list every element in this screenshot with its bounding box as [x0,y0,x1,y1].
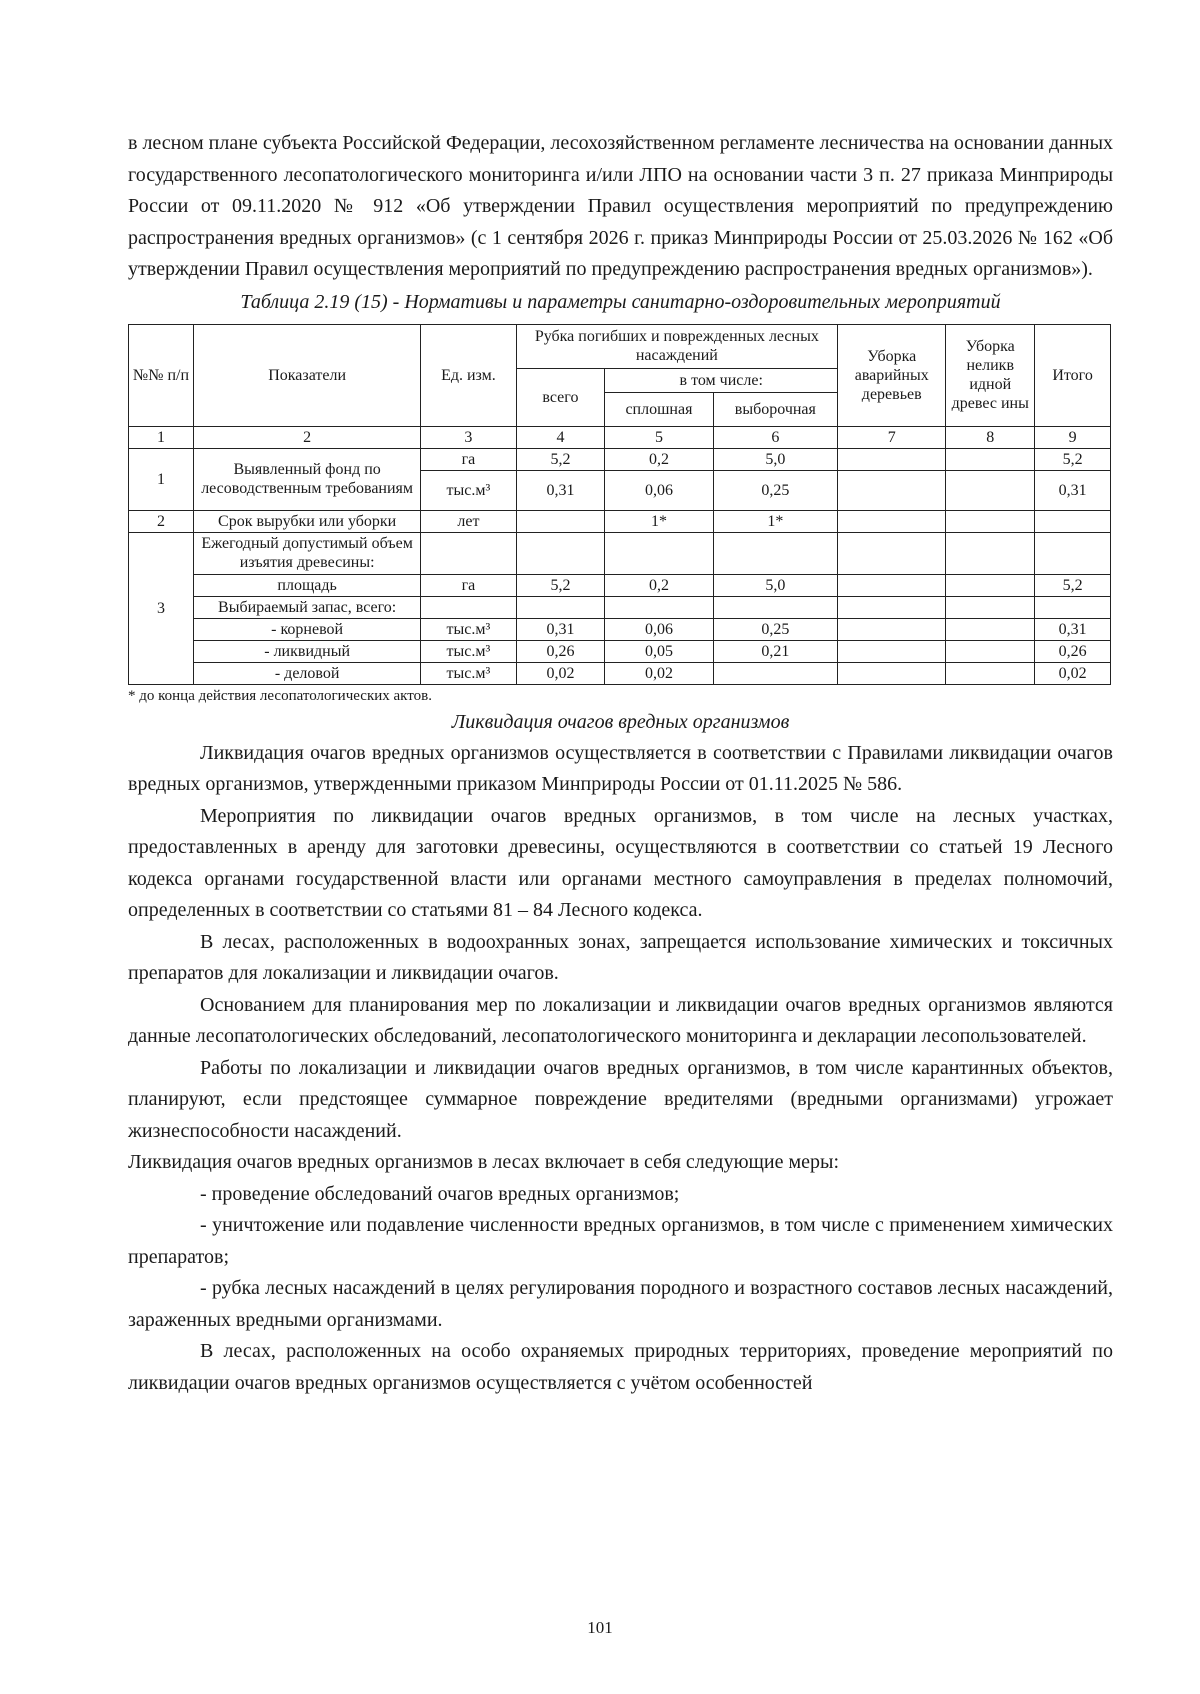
table-caption: Таблица 2.19 (15) - Нормативы и параметры санитарно-оздоровительных мероприятий [240,290,1001,313]
intro-line: осуществления мероприятий по предупреждению распространения вредных организмов»). [313,258,1093,280]
cell-uborka [838,510,946,532]
header-uborka: Уборка аварийных деревьев [838,324,946,426]
cell-unit: тыс.м³ [421,640,516,662]
cell-uborka [838,574,946,596]
table-row [129,448,1111,470]
cell-itogo [1035,510,1111,532]
cell-vyborochnaya: 0,25 [713,470,838,510]
cell-unit: га [421,574,516,596]
cell-sploshnaya: 0,06 [605,470,713,510]
header-rubka: Рубка погибших и поврежденных лесных насаждений [516,324,838,368]
row-indicator: Ежегодный допустимый объем изъятия древесины: [193,532,420,574]
cell-sploshnaya: 0,02 [605,662,713,684]
row-indicator: площадь [193,574,420,596]
col-num: 4 [516,426,605,448]
header-indicator: Показатели [193,324,420,426]
measure-item: - уничтожение или подавление численности вредных организмов, в том числе с применением химических препаратов; [128,1214,1113,1268]
header-num: №№ п/п [129,324,194,426]
table-row [129,574,1111,596]
section-subheading: Ликвидация очагов вредных организмов [451,710,790,733]
table-row [129,662,1111,684]
cell-uborka [838,662,946,684]
cell-vsego [516,510,605,532]
body-paragraph: Ликвидация очагов вредных организмов осуществляется в соответствии с Правилами ликвидации очагов вредных организмов, утвержденными приказом Минприроды России от 01.11.2025 № 586. [128,741,1113,795]
table-row [129,618,1111,640]
cell-uborka [838,640,946,662]
row-indicator: Срок вырубки или уборки [193,510,420,532]
table-footnote: * до конца действия лесопатологических актов. [128,687,432,704]
cell-unit: лет [421,510,516,532]
body-paragraph: Мероприятия по ликвидации очагов вредных организмов, в том числе на лесных участках, предоставленных в аренду для заготовки древесины, осуществляются в соответствии со статьей 19 Лесного кодекса органами государственной власти или органами местного самоуправления в пределах полномочий, определенных в соответствии со статьями 81 – 84 Лесного кодекса. [128,804,1113,921]
header-itogo: Итого [1035,324,1111,426]
col-num: 6 [713,426,838,448]
cell-vyborochnaya [713,662,838,684]
header-neliquid: Уборка неликв идной древес ины [946,324,1035,426]
intro-line: на основании части 3 п. 27 приказа Минприроды России от 09.11.2020 № 912 «Об утверждении [128,163,1114,217]
cell-vsego: 5,2 [516,574,605,596]
column-number-row [129,426,1111,448]
cell-unit: га [421,448,516,470]
cell-neliquid [946,662,1035,684]
body-paragraph: В лесах, расположенных на особо охраняемых природных территориях, проведение мероприятий по ликвидации очагов вредных организмов осуществляется с учётом особенностей [128,1340,1113,1394]
row-num: 1 [129,448,194,510]
sanitary-measures-table [128,324,1111,685]
row-indicator: - деловой [193,662,420,684]
table-row [129,510,1111,532]
col-num: 2 [193,426,420,448]
cell-vyborochnaya: 5,0 [713,574,838,596]
cell-uborka [838,448,946,470]
cell-uborka [838,470,946,510]
row-indicator: - ликвидный [193,640,420,662]
cell-vsego: 0,31 [516,470,605,510]
cell-vyborochnaya: 1* [713,510,838,532]
cell-sploshnaya: 0,05 [605,640,713,662]
header-vtom: в том числе: [605,368,838,392]
cell-itogo: 0,31 [1035,470,1111,510]
cell-sploshnaya: 0,2 [605,574,713,596]
intro-line: Правил осуществления мероприятий по предупреждению распространения вредных организмов» [128,195,1113,249]
table-row [129,532,1111,574]
col-num: 9 [1035,426,1111,448]
cell-vyborochnaya: 0,25 [713,618,838,640]
row-indicator: - корневой [193,618,420,640]
col-num: 5 [605,426,713,448]
page-number: 101 [587,1618,613,1637]
cell-sploshnaya: 1* [605,510,713,532]
cell-itogo: 0,02 [1035,662,1111,684]
cell-neliquid [946,640,1035,662]
cell-uborka [838,618,946,640]
intro-line: в лесном плане субъекта Российской Федерации, лесохозяйственном регламенте лесничества [128,132,925,154]
body-paragraph: Основанием для планирования мер по локализации и ликвидации очагов вредных организмов являются данные лесопатологических обследований, лесопатологического мониторинга и декларации лесопользователей. [128,993,1113,1047]
cell-neliquid [946,470,1035,510]
cell-unit: тыс.м³ [421,470,516,510]
body-paragraph: В лесах, расположенных в водоохранных зонах, запрещается использование химических и токсичных препаратов для локализации и ликвидации очагов. [128,930,1113,984]
cell-neliquid [946,448,1035,470]
cell-vsego: 5,2 [516,448,605,470]
measures-intro: Ликвидация очагов вредных организмов в лесах включает в себя следующие меры: [128,1151,840,1173]
col-num: 7 [838,426,946,448]
cell-vsego: 0,02 [516,662,605,684]
header-vyborochnaya: выборочная [713,392,838,426]
cell-vyborochnaya: 5,0 [713,448,838,470]
row-num: 2 [129,510,194,532]
cell-itogo: 5,2 [1035,574,1111,596]
intro-line: на основании данных государственного лесопатологического мониторинга и/или ЛПО [128,132,1114,186]
row-indicator: Выявленный фонд по лесоводственным требованиям [193,448,420,510]
header-sploshnaya: сплошная [605,392,713,426]
measure-item: - проведение обследований очагов вредных организмов; [200,1182,680,1205]
cell-unit: тыс.м³ [421,662,516,684]
cell-sploshnaya: 0,2 [605,448,713,470]
row-num: 3 [129,532,194,684]
cell-neliquid [946,618,1035,640]
row-indicator: Выбираемый запас, всего: [193,596,420,618]
body-paragraph: Работы по локализации и ликвидации очагов вредных организмов, в том числе карантинных объектов, планируют, если предстоящее суммарное повреждение вредителями (вредными организмами) угрожает жизнеспособности насаждений. [128,1056,1113,1142]
cell-itogo: 0,31 [1035,618,1111,640]
header-vsego: всего [516,368,605,426]
intro-line: (с 1 сентября 2026 г. приказ Минприроды России от 25.03.2026 № 162 «Об утверждении Правил [128,226,1113,280]
col-num: 3 [421,426,516,448]
table-row [129,640,1111,662]
intro-paragraph [128,128,1113,286]
cell-itogo: 5,2 [1035,448,1111,470]
col-num: 8 [946,426,1035,448]
cell-unit: тыс.м³ [421,618,516,640]
measure-item: - рубка лесных насаждений в целях регулирования породного и возрастного составов лесных насаждений, зараженных вредными организмами. [128,1277,1113,1331]
document-page [128,128,1113,1399]
cell-neliquid [946,574,1035,596]
cell-vsego: 0,26 [516,640,605,662]
table-row [129,596,1111,618]
cell-sploshnaya: 0,06 [605,618,713,640]
cell-vyborochnaya: 0,21 [713,640,838,662]
cell-itogo: 0,26 [1035,640,1111,662]
cell-vsego: 0,31 [516,618,605,640]
col-num: 1 [129,426,194,448]
cell-neliquid [946,510,1035,532]
header-unit: Ед. изм. [421,324,516,426]
